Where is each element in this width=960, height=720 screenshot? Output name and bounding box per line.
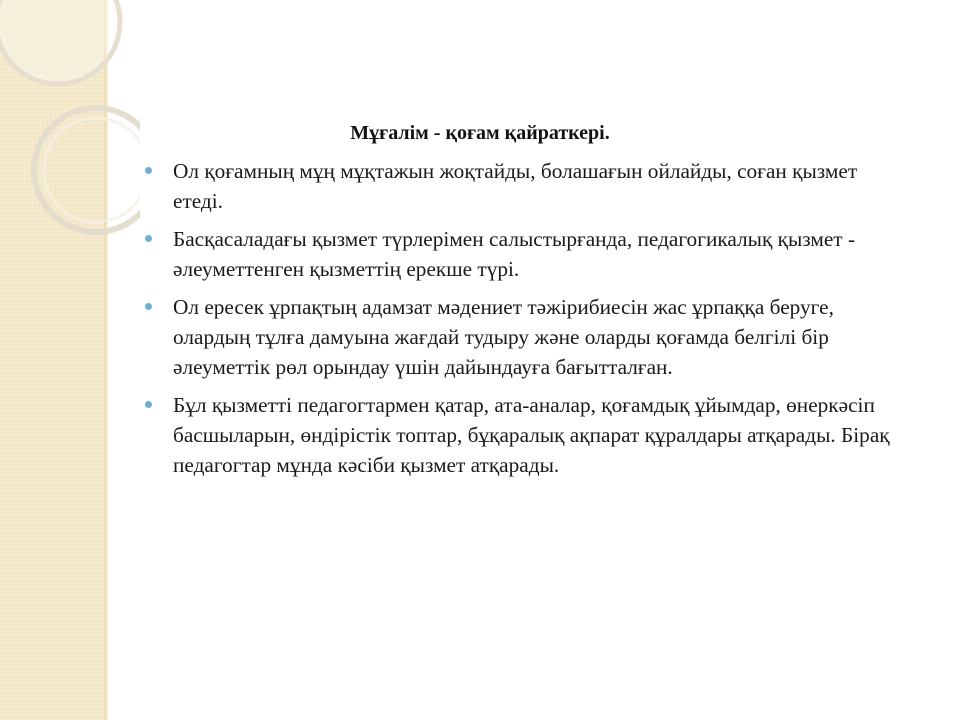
bullet-text: Басқасаладағы қызмет түрлерімен салыстырғанда, педагогикалық қызмет - әлеуметтенген қызметтің ерекше түрі. (173, 227, 856, 281)
bullet-text: Ол қоғамның мұң мұқтажын жоқтайды, болашағын ойлайды, соған қызмет етеді. (173, 159, 858, 213)
bullet-dot-icon (145, 167, 152, 174)
bullet-item (145, 156, 905, 216)
bullet-text: Ол ересек ұрпақтың адамзат мәдениет тәжірибиесін жас ұрпаққа беруге, олардың тұлға дамуына жағдай тудыру және оларды қоғамда белгілі бір әлеуметтік рөл орындау үшін дайындауға бағытталған. (173, 295, 834, 379)
bullet-dot-icon (145, 401, 152, 408)
bullet-text: Бұл қызметті педагогтармен қатар, ата-аналар, қоғамдық ұйымдар, өнеркәсіп басшыларын, өндірістік топтар, бұқаралық ақпарат құралдары атқарады. Бірақ педагогтар мұнда кәсіби қызмет атқарады. (173, 393, 890, 477)
bullet-item (145, 224, 905, 284)
bullet-dot-icon (145, 303, 152, 310)
bullet-list (145, 156, 905, 488)
slide-title: Мұғалім - қоғам қайраткері. (350, 122, 610, 144)
bullet-dot-icon (145, 235, 152, 242)
decorative-rings (0, 0, 140, 260)
bullet-item (145, 292, 905, 382)
bullet-item (145, 390, 905, 480)
